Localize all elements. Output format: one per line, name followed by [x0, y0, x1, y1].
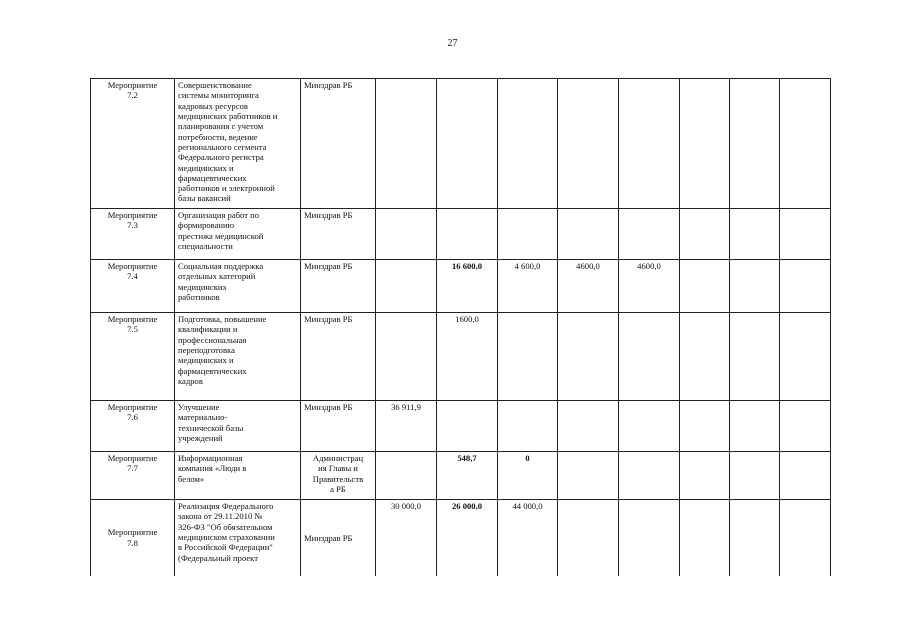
value-cell [437, 401, 498, 452]
table-row [91, 452, 831, 500]
value-cell: 4 600,0 [498, 260, 558, 313]
value-cell [498, 79, 558, 209]
event-cell: Мероприятие 7.6 [91, 401, 175, 452]
empty-cell [780, 401, 831, 452]
value-cell [619, 79, 680, 209]
value-cell [619, 313, 680, 401]
empty-cell [680, 79, 730, 209]
table-row [91, 260, 831, 313]
event-name-cell: Реализация Федерального закона от 29.11.2010 № 326-ФЗ "Об обязательном медицинском страховании в Российской Федерации" (Федеральный проект [175, 500, 301, 576]
value-cell [498, 209, 558, 260]
executor-cell: Минздрав РБ [301, 313, 376, 401]
table-row [91, 313, 831, 401]
executor-cell: Минздрав РБ [301, 500, 376, 576]
executor-cell: Минздрав РБ [301, 79, 376, 209]
event-name-cell: Улучшение материально- технической базы учреждений [175, 401, 301, 452]
value-cell [558, 79, 619, 209]
empty-cell [730, 79, 780, 209]
event-cell: Мероприятие 7.8 [91, 500, 175, 576]
event-name-cell: Информационная компания «Люди в белом» [175, 452, 301, 500]
empty-cell [680, 313, 730, 401]
empty-cell [680, 452, 730, 500]
value-cell [558, 313, 619, 401]
empty-cell [680, 260, 730, 313]
value-cell [498, 401, 558, 452]
executor-cell: Минздрав РБ [301, 401, 376, 452]
value-cell [558, 401, 619, 452]
event-name-cell: Социальная поддержка отдельных категорий медицинских работников [175, 260, 301, 313]
value-cell [376, 313, 437, 401]
value-cell: 1600,0 [437, 313, 498, 401]
value-cell [437, 209, 498, 260]
empty-cell [780, 452, 831, 500]
empty-cell [780, 209, 831, 260]
empty-cell [730, 209, 780, 260]
value-cell: 4600,0 [619, 260, 680, 313]
value-cell [376, 209, 437, 260]
event-cell: Мероприятие 7.4 [91, 260, 175, 313]
value-cell [619, 452, 680, 500]
value-cell: 30 000,0 [376, 500, 437, 576]
table-row [91, 79, 831, 209]
value-cell: 36 911,9 [376, 401, 437, 452]
empty-cell [680, 401, 730, 452]
value-cell: 16 600,0 [437, 260, 498, 313]
value-cell: 548,7 [437, 452, 498, 500]
empty-cell [680, 209, 730, 260]
event-cell: Мероприятие 7.7 [91, 452, 175, 500]
event-cell: Мероприятие 7.2 [91, 79, 175, 209]
value-cell [558, 209, 619, 260]
event-name-cell: Подготовка, повышение квалификации и профессиональная переподготовка медицинских и фармацевтических кадров [175, 313, 301, 401]
event-name-cell: Совершенствование системы мониторинга кадровых ресурсов медицинских работников и планирования с учетом потребности, ведение регионального сегмента Федерального регистра медицинских и фармацевтических работников и электронной базы вакансий [175, 79, 301, 209]
executor-cell: Минздрав РБ [301, 260, 376, 313]
value-cell [376, 79, 437, 209]
empty-cell [780, 500, 831, 576]
table-row [91, 401, 831, 452]
value-cell: 0 [498, 452, 558, 500]
empty-cell [780, 79, 831, 209]
table-row [91, 209, 831, 260]
value-cell [619, 500, 680, 576]
value-cell [437, 79, 498, 209]
empty-cell [680, 500, 730, 576]
program-table [90, 78, 831, 576]
value-cell [376, 452, 437, 500]
value-cell [619, 401, 680, 452]
empty-cell [730, 401, 780, 452]
event-cell: Мероприятие 7.3 [91, 209, 175, 260]
value-cell: 26 000,0 [437, 500, 498, 576]
empty-cell [780, 260, 831, 313]
executor-cell: Администрац ия Главы и Правительств а РБ [301, 452, 376, 500]
value-cell [558, 452, 619, 500]
value-cell [619, 209, 680, 260]
page-number: 27 [447, 38, 458, 49]
empty-cell [730, 260, 780, 313]
event-name-cell: Организация работ по формированию престижа медицинской специальности [175, 209, 301, 260]
executor-cell: Минздрав РБ [301, 209, 376, 260]
table-row [91, 500, 831, 576]
value-cell [498, 313, 558, 401]
empty-cell [730, 452, 780, 500]
empty-cell [730, 313, 780, 401]
empty-cell [780, 313, 831, 401]
value-cell [558, 500, 619, 576]
value-cell: 44 000,0 [498, 500, 558, 576]
value-cell [376, 260, 437, 313]
event-cell: Мероприятие 7.5 [91, 313, 175, 401]
value-cell: 4600,0 [558, 260, 619, 313]
empty-cell [730, 500, 780, 576]
